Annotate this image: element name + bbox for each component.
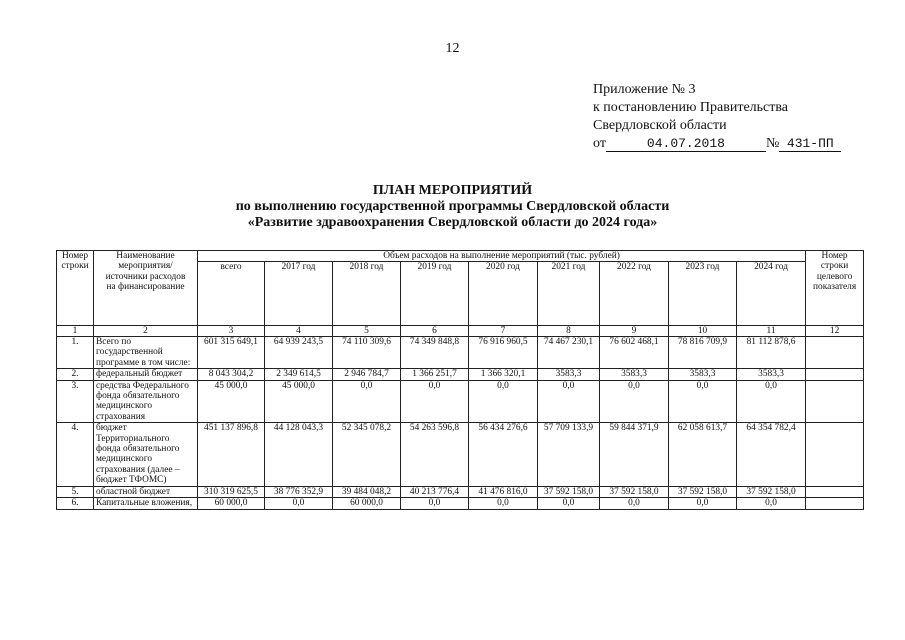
value-cell: 3583,3 [737, 369, 806, 380]
column-number: 8 [538, 326, 600, 337]
value-cell: 0,0 [600, 380, 669, 423]
header-total: всего [198, 262, 265, 326]
value-cell: 41 476 816,0 [469, 486, 538, 497]
target-cell [806, 498, 864, 509]
target-cell [806, 380, 864, 423]
plan-table [56, 250, 864, 510]
number-prefix: № [765, 136, 780, 151]
value-cell: 76 602 468,1 [600, 337, 669, 369]
plan-title-line-1: ПЛАН МЕРОПРИЯТИЙ [372, 183, 533, 198]
appendix-line-3: Свердловской области [593, 118, 727, 133]
value-cell: 64 939 243,5 [265, 337, 333, 369]
column-number: 10 [669, 326, 737, 337]
row-number-cell: 6. [57, 498, 94, 509]
value-cell: 3583,3 [600, 369, 669, 380]
value-cell: 37 592 158,0 [669, 486, 737, 497]
value-cell: 37 592 158,0 [600, 486, 669, 497]
header-year: 2017 год [265, 262, 333, 326]
value-cell: 2 349 614,5 [265, 369, 333, 380]
value-cell: 38 776 352,9 [265, 486, 333, 497]
value-cell: 451 137 896,8 [198, 423, 265, 486]
value-cell: 3583,3 [669, 369, 737, 380]
value-cell: 0,0 [737, 380, 806, 423]
table-row [57, 423, 864, 486]
value-cell: 45 000,0 [265, 380, 333, 423]
column-number: 11 [737, 326, 806, 337]
table-row [57, 486, 864, 497]
header-target: Номер строки целевого показателя [806, 251, 864, 326]
column-number: 5 [333, 326, 401, 337]
row-name-cell: областной бюджет [94, 486, 198, 497]
target-cell [806, 369, 864, 380]
column-number: 1 [57, 326, 94, 337]
appendix-line-1: Приложение № 3 [593, 82, 696, 97]
value-cell: 74 110 309,6 [333, 337, 401, 369]
value-cell: 59 844 371,9 [600, 423, 669, 486]
value-cell: 0,0 [669, 380, 737, 423]
value-cell: 0,0 [737, 498, 806, 509]
value-cell: 0,0 [469, 498, 538, 509]
value-cell: 57 709 133,9 [538, 423, 600, 486]
header-year: 2023 год [669, 262, 737, 326]
value-cell: 0,0 [401, 498, 469, 509]
decree-date: 04.07.2018 [606, 137, 766, 152]
target-cell [806, 423, 864, 486]
value-cell: 601 315 649,1 [198, 337, 265, 369]
value-cell: 56 434 276,6 [469, 423, 538, 486]
value-cell: 0,0 [669, 498, 737, 509]
value-cell: 0,0 [469, 380, 538, 423]
value-cell: 39 484 048,2 [333, 486, 401, 497]
column-number: 7 [469, 326, 538, 337]
value-cell: 60 000,0 [198, 498, 265, 509]
row-number-cell: 2. [57, 369, 94, 380]
row-name-cell: федеральный бюджет [94, 369, 198, 380]
row-name-cell: Капитальные вложения, [94, 498, 198, 509]
value-cell: 310 319 625,5 [198, 486, 265, 497]
value-cell: 78 816 709,9 [669, 337, 737, 369]
value-cell: 3583,3 [538, 369, 600, 380]
appendix-line-2: к постановлению Правительства [593, 100, 789, 115]
value-cell: 8 043 304,2 [198, 369, 265, 380]
column-number-row [57, 326, 864, 337]
value-cell: 0,0 [333, 380, 401, 423]
value-cell: 0,0 [538, 380, 600, 423]
table-row [57, 369, 864, 380]
row-number-cell: 1. [57, 337, 94, 369]
value-cell: 40 213 776,4 [401, 486, 469, 497]
value-cell: 74 467 230,1 [538, 337, 600, 369]
value-cell: 64 354 782,4 [737, 423, 806, 486]
header-year: 2020 год [469, 262, 538, 326]
value-cell: 60 000,0 [333, 498, 401, 509]
value-cell: 76 916 960,5 [469, 337, 538, 369]
appendix-date-line [593, 135, 841, 153]
row-number-cell: 4. [57, 423, 94, 486]
header-year: 2019 год [401, 262, 469, 326]
value-cell: 74 349 848,8 [401, 337, 469, 369]
column-number: 6 [401, 326, 469, 337]
value-cell: 2 946 784,7 [333, 369, 401, 380]
column-number: 2 [94, 326, 198, 337]
row-number-cell: 5. [57, 486, 94, 497]
row-number-cell: 3. [57, 380, 94, 423]
value-cell: 62 058 613,7 [669, 423, 737, 486]
header-year: 2024 год [737, 262, 806, 326]
table-row [57, 380, 864, 423]
date-prefix: от [593, 136, 606, 151]
column-number: 9 [600, 326, 669, 337]
column-number: 3 [198, 326, 265, 337]
table-row [57, 337, 864, 369]
header-year: 2018 год [333, 262, 401, 326]
value-cell: 1 366 320,1 [469, 369, 538, 380]
value-cell: 44 128 043,3 [265, 423, 333, 486]
plan-title-line-3: «Развитие здравоохранения Свердловской области до 2024 года» [247, 215, 658, 230]
row-name-cell: бюджет Территориального фонда обязательного медицинского страхования (далее – бюджет ТФОМС) [94, 423, 198, 486]
target-cell [806, 337, 864, 369]
header-row-number: Номер строки [57, 251, 94, 326]
page-number: 12 [445, 41, 460, 56]
header-name: Наименование мероприятия/ источники расходов на финансирование [94, 251, 198, 326]
value-cell: 1 366 251,7 [401, 369, 469, 380]
target-cell [806, 486, 864, 497]
value-cell: 0,0 [538, 498, 600, 509]
column-number: 12 [806, 326, 864, 337]
value-cell: 37 592 158,0 [737, 486, 806, 497]
header-year: 2021 год [538, 262, 600, 326]
header-volume: Объем расходов на выполнение мероприятий (тыс. рублей) [198, 251, 806, 262]
decree-number: 431-ПП [779, 137, 841, 152]
row-name-cell: средства Федерального фонда обязательного медицинского страхования [94, 380, 198, 423]
column-number: 4 [265, 326, 333, 337]
value-cell: 0,0 [401, 380, 469, 423]
value-cell: 54 263 596,8 [401, 423, 469, 486]
value-cell: 0,0 [600, 498, 669, 509]
header-year: 2022 год [600, 262, 669, 326]
value-cell: 45 000,0 [198, 380, 265, 423]
plan-title-line-2: по выполнению государственной программы Свердловской области [235, 199, 670, 214]
table-header-row-1 [57, 251, 864, 262]
value-cell: 81 112 878,6 [737, 337, 806, 369]
value-cell: 52 345 078,2 [333, 423, 401, 486]
value-cell: 0,0 [265, 498, 333, 509]
appendix-block [593, 81, 841, 153]
plan-title [0, 183, 905, 231]
row-name-cell: Всего по государственной программе в том числе: [94, 337, 198, 369]
value-cell: 37 592 158,0 [538, 486, 600, 497]
table-row [57, 498, 864, 509]
